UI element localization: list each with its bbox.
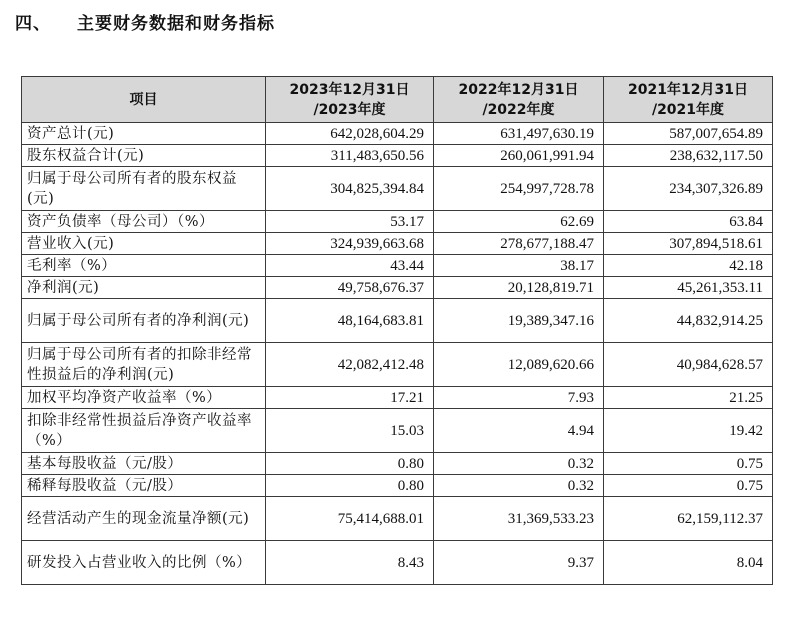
table-row [22,255,773,277]
row-value-2022: 254,997,728.78 [434,167,604,211]
row-value-2021: 42.18 [604,255,773,277]
header-row [22,77,773,123]
row-value-2022: 7.93 [434,387,604,409]
row-value-2022: 62.69 [434,211,604,233]
row-label: 归属于母公司所有者的净利润(元) [22,299,266,343]
row-value-2022: 12,089,620.66 [434,343,604,387]
row-value-2022: 0.32 [434,475,604,497]
table-row [22,233,773,255]
header-2021 [604,77,773,123]
table-row [22,299,773,343]
row-value-2023: 17.21 [266,387,434,409]
row-value-2021: 40,984,628.57 [604,343,773,387]
row-value-2021: 0.75 [604,475,773,497]
row-value-2021: 62,159,112.37 [604,497,773,541]
table-header [22,77,773,123]
row-value-2021: 45,261,353.11 [604,277,773,299]
table-row [22,453,773,475]
row-label: 净利润(元) [22,277,266,299]
row-value-2022: 31,369,533.23 [434,497,604,541]
row-label: 股东权益合计(元) [22,145,266,167]
row-label: 扣除非经常性损益后净资产收益率（%） [22,409,266,453]
row-value-2021: 307,894,518.61 [604,233,773,255]
table-row [22,211,773,233]
section-heading [15,9,275,34]
header-2023-year: /2023年度 [313,101,386,118]
row-value-2022: 19,389,347.16 [434,299,604,343]
row-label: 稀释每股收益（元/股） [22,475,266,497]
row-value-2023: 42,082,412.48 [266,343,434,387]
row-label: 加权平均净资产收益率（%） [22,387,266,409]
header-2022-date: 2022年12月31日 [458,81,579,98]
row-value-2021: 63.84 [604,211,773,233]
table-row [22,277,773,299]
row-label: 毛利率（%） [22,255,266,277]
row-value-2022: 0.32 [434,453,604,475]
table-body [22,123,773,585]
row-value-2021: 0.75 [604,453,773,475]
table-row [22,167,773,211]
row-value-2022: 260,061,991.94 [434,145,604,167]
row-value-2021: 234,307,326.89 [604,167,773,211]
row-value-2023: 0.80 [266,453,434,475]
row-value-2021: 44,832,914.25 [604,299,773,343]
row-label: 基本每股收益（元/股） [22,453,266,475]
header-item-label: 项目 [129,91,158,108]
row-label: 经营活动产生的现金流量净额(元) [22,497,266,541]
row-value-2021: 8.04 [604,541,773,585]
row-value-2022: 38.17 [434,255,604,277]
table-row [22,475,773,497]
row-value-2023: 304,825,394.84 [266,167,434,211]
row-value-2023: 43.44 [266,255,434,277]
table-row [22,541,773,585]
row-value-2021: 238,632,117.50 [604,145,773,167]
row-value-2021: 19.42 [604,409,773,453]
financial-data-table [21,76,773,585]
row-value-2021: 587,007,654.89 [604,123,773,145]
table-row [22,145,773,167]
section-number: 四、 [15,14,51,34]
header-2022-year: /2022年度 [482,101,555,118]
row-label: 归属于母公司所有者的扣除非经常性损益后的净利润(元) [22,343,266,387]
row-value-2022: 20,128,819.71 [434,277,604,299]
row-value-2023: 15.03 [266,409,434,453]
row-value-2023: 642,028,604.29 [266,123,434,145]
row-value-2022: 631,497,630.19 [434,123,604,145]
table-row [22,409,773,453]
row-label: 研发投入占营业收入的比例（%） [22,541,266,585]
row-value-2022: 9.37 [434,541,604,585]
header-2021-year: /2021年度 [651,101,725,118]
row-value-2023: 48,164,683.81 [266,299,434,343]
row-label: 资产总计(元) [22,123,266,145]
row-value-2023: 311,483,650.56 [266,145,434,167]
row-label: 归属于母公司所有者的股东权益(元) [22,167,266,211]
row-label: 资产负债率（母公司）（%） [22,211,266,233]
header-2022 [434,77,604,123]
row-value-2023: 8.43 [266,541,434,585]
row-value-2022: 278,677,188.47 [434,233,604,255]
row-value-2022: 4.94 [434,409,604,453]
section-title: 主要财务数据和财务指标 [77,14,275,34]
table-row [22,387,773,409]
table-row [22,497,773,541]
table-row [22,343,773,387]
header-item [22,77,266,123]
table-row [22,123,773,145]
row-value-2021: 21.25 [604,387,773,409]
row-value-2023: 0.80 [266,475,434,497]
row-value-2023: 75,414,688.01 [266,497,434,541]
row-value-2023: 53.17 [266,211,434,233]
row-value-2023: 49,758,676.37 [266,277,434,299]
row-value-2023: 324,939,663.68 [266,233,434,255]
header-2023-date: 2023年12月31日 [289,81,410,98]
header-2021-date: 2021年12月31日 [628,81,748,98]
row-label: 营业收入(元) [22,233,266,255]
header-2023 [266,77,434,123]
